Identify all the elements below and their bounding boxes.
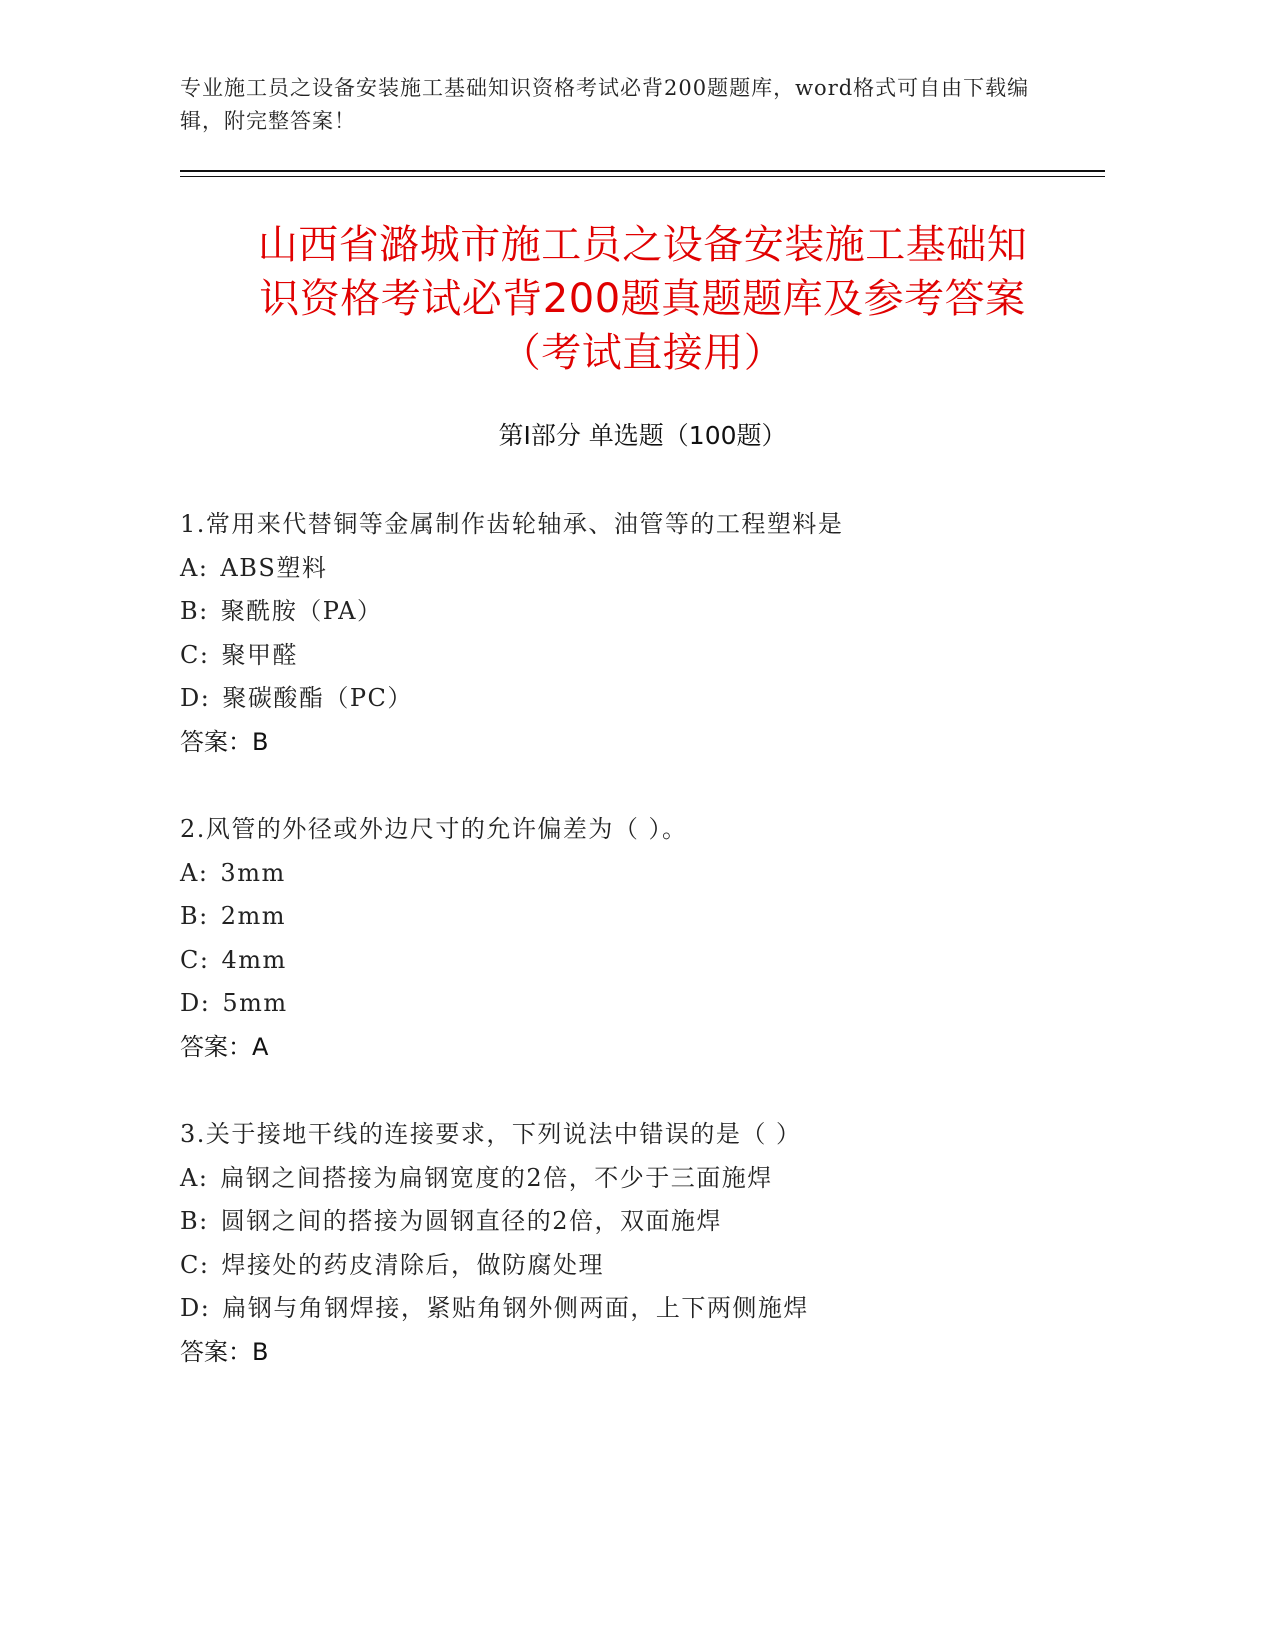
option-d: [180, 677, 1105, 721]
answer: 答案：B: [180, 1337, 269, 1366]
title-line: 山西省潞城市施工员之设备安装施工基础知: [257, 222, 1028, 268]
question-3: [180, 1113, 1105, 1374]
question-stem: 1.常用来代替铜等金属制作齿轮轴承、油管等的工程塑料是: [180, 510, 844, 538]
option-d: [180, 982, 1105, 1026]
option-c: [180, 1244, 1105, 1288]
option-text: 5mm: [222, 989, 288, 1017]
question-1: [180, 503, 1105, 764]
option-text: 4mm: [221, 945, 287, 974]
option-label: C:: [180, 1250, 210, 1279]
option-text: 3mm: [220, 858, 286, 887]
option-text: 聚酰胺（PA）: [220, 597, 383, 625]
option-c: [180, 634, 1105, 678]
option-label: D:: [180, 1294, 211, 1322]
option-label: B:: [180, 1207, 209, 1235]
option-text: 扁钢与角钢焊接，紧贴角钢外侧两面，上下两侧施焊: [222, 1294, 809, 1322]
option-a: [180, 547, 1105, 591]
question-2: [180, 808, 1105, 1069]
option-label: B:: [180, 902, 209, 930]
option-label: D:: [180, 684, 211, 712]
option-text: 焊接处的药皮清除后，做防腐处理: [221, 1250, 604, 1279]
option-d: [180, 1287, 1105, 1331]
option-label: A:: [180, 1163, 209, 1192]
title-line: 识资格考试必背200题真题题库及参考答案: [259, 276, 1026, 322]
answer: 答案：A: [180, 1032, 269, 1061]
section-title: 第I部分 单选题（100题）: [498, 421, 787, 450]
option-label: A:: [180, 553, 209, 582]
option-b: [180, 895, 1105, 939]
header-note: 专业施工员之设备安装施工基础知识资格考试必背200题题库，word格式可自由下载编辑，附完整答案！: [180, 76, 1030, 133]
option-label: C:: [180, 640, 210, 669]
title-line: （考试直接用）: [500, 330, 785, 376]
answer: 答案：B: [180, 727, 269, 756]
option-a: [180, 1157, 1105, 1201]
header-rule-thin: [180, 176, 1105, 177]
option-label: B:: [180, 597, 209, 625]
option-text: 聚碳酸酯（PC）: [222, 684, 413, 712]
option-text: 聚甲醛: [221, 640, 298, 669]
option-text: 圆钢之间的搭接为圆钢直径的2倍，双面施焊: [220, 1207, 723, 1235]
header-rule-thick: [180, 170, 1105, 172]
question-stem: 3.关于接地干线的连接要求，下列说法中错误的是（ ）: [180, 1120, 802, 1148]
question-stem: 2.风管的外径或外边尺寸的允许偏差为（ ）。: [180, 815, 688, 843]
option-text: 扁钢之间搭接为扁钢宽度的2倍，不少于三面施焊: [220, 1163, 773, 1192]
option-c: [180, 939, 1105, 983]
option-text: 2mm: [220, 902, 287, 930]
option-label: D:: [180, 989, 211, 1017]
option-label: C:: [180, 945, 210, 974]
option-b: [180, 590, 1105, 634]
option-a: [180, 852, 1105, 896]
option-b: [180, 1200, 1105, 1244]
option-text: ABS塑料: [220, 553, 328, 582]
option-label: A:: [180, 858, 209, 887]
document-title: [180, 218, 1105, 380]
